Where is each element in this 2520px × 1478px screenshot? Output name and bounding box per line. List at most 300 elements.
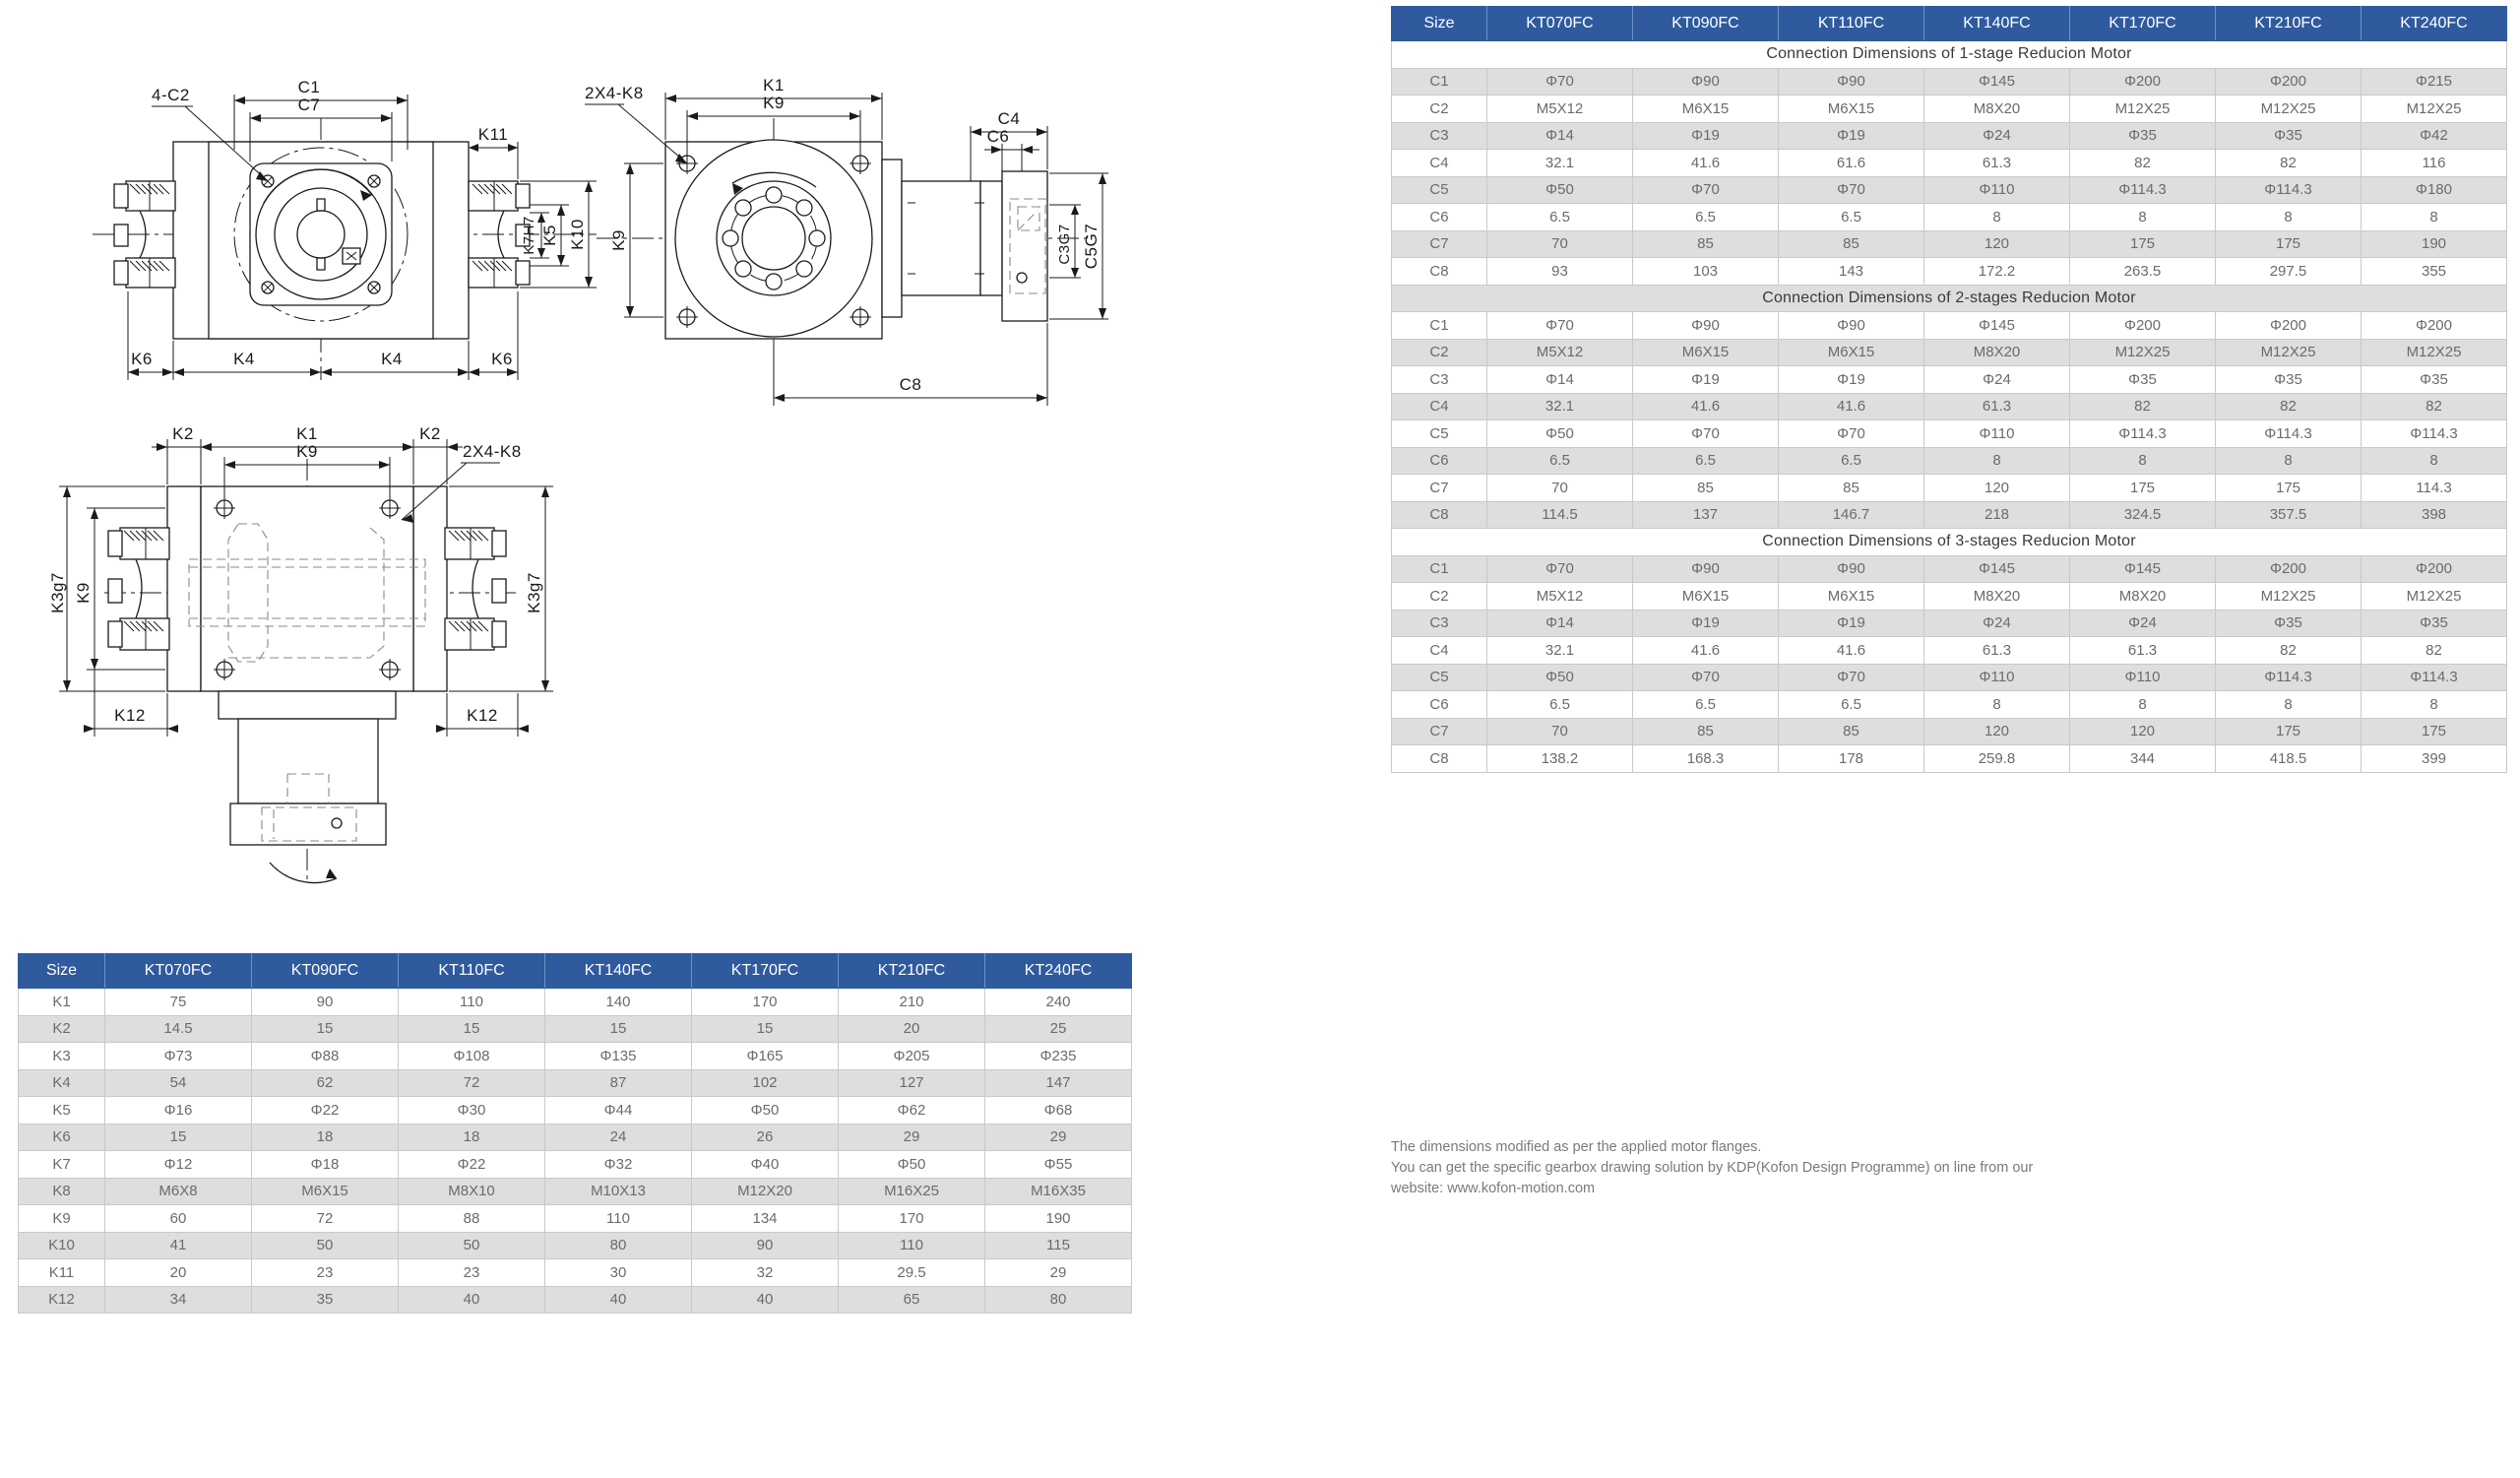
- cell-k5-kt070fc: Φ16: [105, 1097, 252, 1125]
- header-kt070fc: KT070FC: [105, 954, 252, 989]
- table-row: [19, 1015, 1132, 1043]
- label-c8: C8: [899, 375, 922, 394]
- cell-c4-kt210fc: 82: [2216, 637, 2362, 665]
- cell-k2-kt240fc: 25: [985, 1015, 1132, 1043]
- connection-dimensions-table: [1391, 6, 2507, 773]
- cell-k2-kt210fc: 20: [839, 1015, 985, 1043]
- cell-c5-kt090fc: Φ70: [1633, 664, 1779, 691]
- cell-k8-kt110fc: M8X10: [399, 1178, 545, 1205]
- label-k12-right: K12: [467, 706, 498, 725]
- cell-c2-kt240fc: M12X25: [2362, 339, 2507, 366]
- row-label-k7: K7: [19, 1151, 105, 1179]
- cell-k5-kt210fc: Φ62: [839, 1097, 985, 1125]
- row-label-c2: C2: [1392, 96, 1487, 123]
- header-kt240fc: KT240FC: [985, 954, 1132, 989]
- cell-k1-kt110fc: 110: [399, 989, 545, 1016]
- label-k7h7: K7H7: [521, 216, 537, 255]
- cell-k12-kt140fc: 40: [545, 1286, 692, 1314]
- plan-section-svg: [48, 418, 587, 930]
- cell-k12-kt240fc: 80: [985, 1286, 1132, 1314]
- cell-k5-kt170fc: Φ50: [692, 1097, 839, 1125]
- row-label-c3: C3: [1392, 122, 1487, 150]
- table-row: [1392, 718, 2507, 745]
- row-label-c7: C7: [1392, 718, 1487, 745]
- cell-c6-kt090fc: 6.5: [1633, 447, 1779, 475]
- header-size: Size: [19, 954, 105, 989]
- cell-c5-kt140fc: Φ110: [1924, 176, 2070, 204]
- cell-c1-kt110fc: Φ90: [1779, 555, 1924, 583]
- table-row: [1392, 393, 2507, 420]
- cell-c1-kt090fc: Φ90: [1633, 312, 1779, 340]
- cell-c5-kt240fc: Φ114.3: [2362, 664, 2507, 691]
- table-row: [19, 1069, 1132, 1097]
- cell-c1-kt210fc: Φ200: [2216, 555, 2362, 583]
- cell-c3-kt240fc: Φ35: [2362, 366, 2507, 394]
- row-label-c3: C3: [1392, 610, 1487, 637]
- cell-c3-kt140fc: Φ24: [1924, 366, 2070, 394]
- header-kt170fc: KT170FC: [2070, 7, 2216, 41]
- row-label-c4: C4: [1392, 637, 1487, 665]
- cell-c7-kt240fc: 190: [2362, 230, 2507, 258]
- table-row: [19, 1097, 1132, 1125]
- cell-k7-kt110fc: Φ22: [399, 1151, 545, 1179]
- cell-c3-kt210fc: Φ35: [2216, 122, 2362, 150]
- table-row: [19, 1286, 1132, 1314]
- cell-c3-kt110fc: Φ19: [1779, 122, 1924, 150]
- cell-c4-kt140fc: 61.3: [1924, 393, 2070, 420]
- header-kt140fc: KT140FC: [1924, 7, 2070, 41]
- flange-boss: [882, 160, 902, 317]
- cell-k2-kt090fc: 15: [252, 1015, 399, 1043]
- cell-c8-kt240fc: 399: [2362, 745, 2507, 773]
- cell-c7-kt170fc: 175: [2070, 230, 2216, 258]
- cell-c7-kt170fc: 120: [2070, 718, 2216, 745]
- header-kt210fc: KT210FC: [839, 954, 985, 989]
- cell-c8-kt110fc: 178: [1779, 745, 1924, 773]
- cell-c6-kt140fc: 8: [1924, 204, 2070, 231]
- cell-k12-kt110fc: 40: [399, 1286, 545, 1314]
- header-kt110fc: KT110FC: [1779, 7, 1924, 41]
- cell-c4-kt240fc: 82: [2362, 393, 2507, 420]
- table-row: [1392, 122, 2507, 150]
- dimension-k12-right: [436, 693, 529, 737]
- cell-c8-kt090fc: 137: [1633, 501, 1779, 529]
- cell-c3-kt090fc: Φ19: [1633, 366, 1779, 394]
- cell-k12-kt210fc: 65: [839, 1286, 985, 1314]
- cell-k1-kt210fc: 210: [839, 989, 985, 1016]
- right-ear: [413, 486, 447, 691]
- cell-c8-kt140fc: 259.8: [1924, 745, 2070, 773]
- cell-c7-kt210fc: 175: [2216, 718, 2362, 745]
- housing-plan-outline: [201, 486, 413, 691]
- cell-c1-kt140fc: Φ145: [1924, 555, 2070, 583]
- row-label-k10: K10: [19, 1232, 105, 1259]
- dimension-k9-left: [609, 163, 663, 317]
- cell-k4-kt070fc: 54: [105, 1069, 252, 1097]
- header-kt110fc: KT110FC: [399, 954, 545, 989]
- cell-k9-kt090fc: 72: [252, 1205, 399, 1233]
- cell-c4-kt140fc: 61.3: [1924, 150, 2070, 177]
- header-kt140fc: KT140FC: [545, 954, 692, 989]
- cell-k6-kt070fc: 15: [105, 1124, 252, 1151]
- cell-c5-kt210fc: Φ114.3: [2216, 420, 2362, 448]
- cell-c6-kt170fc: 8: [2070, 447, 2216, 475]
- dimension-k12-left: [84, 670, 178, 737]
- table-body: [1392, 41, 2507, 773]
- table-row: [1392, 150, 2507, 177]
- row-label-k6: K6: [19, 1124, 105, 1151]
- row-label-k9: K9: [19, 1205, 105, 1233]
- table-row: [1392, 68, 2507, 96]
- cell-c2-kt070fc: M5X12: [1487, 583, 1633, 610]
- cell-k3-kt240fc: Φ235: [985, 1043, 1132, 1070]
- cell-c1-kt110fc: Φ90: [1779, 68, 1924, 96]
- table-row: [1392, 664, 2507, 691]
- cell-c4-kt170fc: 82: [2070, 150, 2216, 177]
- row-label-k8: K8: [19, 1178, 105, 1205]
- cell-k11-kt170fc: 32: [692, 1259, 839, 1287]
- cell-k4-kt170fc: 102: [692, 1069, 839, 1097]
- table-row: [1392, 637, 2507, 665]
- cell-k9-kt110fc: 88: [399, 1205, 545, 1233]
- cell-k5-kt110fc: Φ30: [399, 1097, 545, 1125]
- gearbox-dimensions-table-container: [18, 953, 1132, 1314]
- table-header: [19, 954, 1132, 989]
- cell-c1-kt140fc: Φ145: [1924, 68, 2070, 96]
- cell-c5-kt110fc: Φ70: [1779, 176, 1924, 204]
- header-kt240fc: KT240FC: [2362, 7, 2507, 41]
- cell-c6-kt170fc: 8: [2070, 691, 2216, 719]
- cell-c7-kt090fc: 85: [1633, 718, 1779, 745]
- cell-k8-kt240fc: M16X35: [985, 1178, 1132, 1205]
- table-row: [1392, 258, 2507, 286]
- shaft-end-block: [1002, 171, 1047, 321]
- cell-c5-kt210fc: Φ114.3: [2216, 664, 2362, 691]
- cell-c6-kt210fc: 8: [2216, 204, 2362, 231]
- table-row: [1392, 745, 2507, 773]
- cell-c5-kt110fc: Φ70: [1779, 420, 1924, 448]
- header-size: Size: [1392, 7, 1487, 41]
- row-label-c6: C6: [1392, 447, 1487, 475]
- cell-c7-kt140fc: 120: [1924, 230, 2070, 258]
- cell-k10-kt110fc: 50: [399, 1232, 545, 1259]
- cell-c3-kt090fc: Φ19: [1633, 122, 1779, 150]
- cell-c2-kt140fc: M8X20: [1924, 583, 2070, 610]
- cell-c3-kt110fc: Φ19: [1779, 366, 1924, 394]
- cell-c4-kt140fc: 61.3: [1924, 637, 2070, 665]
- cell-c2-kt210fc: M12X25: [2216, 96, 2362, 123]
- cell-c7-kt240fc: 175: [2362, 718, 2507, 745]
- row-label-c8: C8: [1392, 258, 1487, 286]
- pilot-bore-middle: [742, 207, 805, 270]
- row-label-c1: C1: [1392, 555, 1487, 583]
- cell-k4-kt110fc: 72: [399, 1069, 545, 1097]
- cell-k2-kt170fc: 15: [692, 1015, 839, 1043]
- footer-note-line-3: website: www.kofon-motion.com: [1391, 1181, 1596, 1196]
- cell-c5-kt070fc: Φ50: [1487, 664, 1633, 691]
- cell-k1-kt240fc: 240: [985, 989, 1132, 1016]
- label-4-c2: 4-C2: [152, 86, 190, 104]
- cell-c8-kt240fc: 398: [2362, 501, 2507, 529]
- footer-note-line-1: The dimensions modified as per the applied motor flanges.: [1391, 1139, 1762, 1155]
- cell-k5-kt240fc: Φ68: [985, 1097, 1132, 1125]
- table-row: [19, 1178, 1132, 1205]
- cell-c2-kt170fc: M8X20: [2070, 583, 2216, 610]
- label-k9-left: K9: [609, 229, 628, 251]
- header-kt090fc: KT090FC: [1633, 7, 1779, 41]
- row-label-k11: K11: [19, 1259, 105, 1287]
- cell-c2-kt090fc: M6X15: [1633, 96, 1779, 123]
- cell-c7-kt070fc: 70: [1487, 230, 1633, 258]
- cell-k9-kt140fc: 110: [545, 1205, 692, 1233]
- cell-c7-kt090fc: 85: [1633, 475, 1779, 502]
- row-label-c5: C5: [1392, 420, 1487, 448]
- row-label-c2: C2: [1392, 339, 1487, 366]
- cell-c3-kt170fc: Φ24: [2070, 610, 2216, 637]
- cell-k4-kt140fc: 87: [545, 1069, 692, 1097]
- table-row: [1392, 475, 2507, 502]
- right-bolt-assembly: [445, 528, 506, 650]
- cell-k11-kt110fc: 23: [399, 1259, 545, 1287]
- cell-k8-kt140fc: M10X13: [545, 1178, 692, 1205]
- cell-k9-kt070fc: 60: [105, 1205, 252, 1233]
- label-k4-right: K4: [381, 350, 403, 368]
- cell-k6-kt140fc: 24: [545, 1124, 692, 1151]
- cell-c8-kt070fc: 93: [1487, 258, 1633, 286]
- cell-k7-kt170fc: Φ40: [692, 1151, 839, 1179]
- cell-c1-kt070fc: Φ70: [1487, 68, 1633, 96]
- cell-k8-kt170fc: M12X20: [692, 1178, 839, 1205]
- row-label-c3: C3: [1392, 366, 1487, 394]
- cell-k10-kt070fc: 41: [105, 1232, 252, 1259]
- label-k11: K11: [477, 125, 509, 144]
- cell-c1-kt170fc: Φ200: [2070, 68, 2216, 96]
- cell-k12-kt090fc: 35: [252, 1286, 399, 1314]
- cell-k9-kt170fc: 134: [692, 1205, 839, 1233]
- row-label-k1: K1: [19, 989, 105, 1016]
- cell-c8-kt090fc: 103: [1633, 258, 1779, 286]
- set-screw-hole: [1017, 273, 1027, 283]
- cell-k8-kt070fc: M6X8: [105, 1178, 252, 1205]
- front-elevation-svg: [85, 55, 636, 410]
- cell-k11-kt240fc: 29: [985, 1259, 1132, 1287]
- cell-c5-kt140fc: Φ110: [1924, 420, 2070, 448]
- cell-k9-kt210fc: 170: [839, 1205, 985, 1233]
- cell-k11-kt090fc: 23: [252, 1259, 399, 1287]
- cell-c2-kt110fc: M6X15: [1779, 339, 1924, 366]
- label-k1: K1: [296, 424, 318, 443]
- cell-k8-kt090fc: M6X15: [252, 1178, 399, 1205]
- table-row: [19, 989, 1132, 1016]
- table-row: [1392, 555, 2507, 583]
- cell-c4-kt240fc: 82: [2362, 637, 2507, 665]
- output-shaft: [238, 719, 378, 803]
- cell-k12-kt070fc: 34: [105, 1286, 252, 1314]
- cell-k6-kt090fc: 18: [252, 1124, 399, 1151]
- cell-c6-kt070fc: 6.5: [1487, 204, 1633, 231]
- dimension-k2-left: [152, 424, 212, 484]
- footer-note-line-2: You can get the specific gearbox drawing solution by KDP(Kofon Design Programme) on line from our: [1391, 1160, 2034, 1176]
- cell-c4-kt170fc: 61.3: [2070, 637, 2216, 665]
- cell-c5-kt070fc: Φ50: [1487, 420, 1633, 448]
- label-c5g7: C5G7: [1082, 223, 1101, 270]
- cell-c4-kt070fc: 32.1: [1487, 150, 1633, 177]
- flange-and-shaft-drawing: [577, 55, 1148, 419]
- cell-c7-kt210fc: 175: [2216, 230, 2362, 258]
- cell-c4-kt090fc: 41.6: [1633, 393, 1779, 420]
- cell-c7-kt110fc: 85: [1779, 230, 1924, 258]
- cell-c1-kt170fc: Φ145: [2070, 555, 2216, 583]
- cell-k6-kt170fc: 26: [692, 1124, 839, 1151]
- label-k10: K10: [568, 219, 587, 250]
- cell-k8-kt210fc: M16X25: [839, 1178, 985, 1205]
- cell-c2-kt210fc: M12X25: [2216, 583, 2362, 610]
- cell-c1-kt090fc: Φ90: [1633, 68, 1779, 96]
- cell-k5-kt090fc: Φ22: [252, 1097, 399, 1125]
- cell-c6-kt170fc: 8: [2070, 204, 2216, 231]
- section-title-row: [1392, 529, 2507, 556]
- cell-c3-kt240fc: Φ42: [2362, 122, 2507, 150]
- table-body: [19, 989, 1132, 1314]
- cell-c8-kt170fc: 263.5: [2070, 258, 2216, 286]
- cell-c4-kt210fc: 82: [2216, 393, 2362, 420]
- flange-and-shaft-svg: [577, 55, 1148, 419]
- cell-c8-kt140fc: 218: [1924, 501, 2070, 529]
- cell-c8-kt170fc: 324.5: [2070, 501, 2216, 529]
- row-label-c7: C7: [1392, 475, 1487, 502]
- table-row: [1392, 501, 2507, 529]
- table-row: [1392, 176, 2507, 204]
- header-kt170fc: KT170FC: [692, 954, 839, 989]
- label-2x4-k8: 2X4-K8: [463, 442, 522, 461]
- cell-k1-kt140fc: 140: [545, 989, 692, 1016]
- cell-k2-kt110fc: 15: [399, 1015, 545, 1043]
- cell-c6-kt110fc: 6.5: [1779, 447, 1924, 475]
- cell-c8-kt110fc: 143: [1779, 258, 1924, 286]
- row-label-c8: C8: [1392, 501, 1487, 529]
- cell-k4-kt090fc: 62: [252, 1069, 399, 1097]
- table-row: [1392, 366, 2507, 394]
- left-bolt-assembly: [108, 528, 169, 650]
- table-row: [1392, 420, 2507, 448]
- cell-c5-kt240fc: Φ114.3: [2362, 420, 2507, 448]
- label-k3g7-left: K3g7: [48, 572, 67, 613]
- cell-c2-kt110fc: M6X15: [1779, 583, 1924, 610]
- row-label-c8: C8: [1392, 745, 1487, 773]
- table-row: [19, 1259, 1132, 1287]
- cell-c6-kt210fc: 8: [2216, 691, 2362, 719]
- cell-c3-kt070fc: Φ14: [1487, 122, 1633, 150]
- cell-c2-kt140fc: M8X20: [1924, 339, 2070, 366]
- table-row: [1392, 691, 2507, 719]
- cell-c1-kt210fc: Φ200: [2216, 68, 2362, 96]
- cell-c2-kt070fc: M5X12: [1487, 96, 1633, 123]
- cell-c2-kt240fc: M12X25: [2362, 96, 2507, 123]
- cell-k3-kt140fc: Φ135: [545, 1043, 692, 1070]
- cell-c5-kt110fc: Φ70: [1779, 664, 1924, 691]
- section-title: Connection Dimensions of 3-stages Reducion Motor: [1392, 529, 2507, 556]
- table-row: [1392, 230, 2507, 258]
- label-c3g7: C3G7: [1056, 224, 1073, 265]
- section-title: Connection Dimensions of 2-stages Reducion Motor: [1392, 285, 2507, 312]
- cell-c6-kt240fc: 8: [2362, 691, 2507, 719]
- cell-k2-kt070fc: 14.5: [105, 1015, 252, 1043]
- cell-c7-kt140fc: 120: [1924, 718, 2070, 745]
- cell-k2-kt140fc: 15: [545, 1015, 692, 1043]
- cell-c2-kt070fc: M5X12: [1487, 339, 1633, 366]
- cell-k10-kt170fc: 90: [692, 1232, 839, 1259]
- cell-k3-kt170fc: Φ165: [692, 1043, 839, 1070]
- cell-k6-kt110fc: 18: [399, 1124, 545, 1151]
- cell-c5-kt070fc: Φ50: [1487, 176, 1633, 204]
- label-c6: C6: [986, 127, 1010, 146]
- row-label-c1: C1: [1392, 68, 1487, 96]
- cell-k4-kt210fc: 127: [839, 1069, 985, 1097]
- cell-c6-kt140fc: 8: [1924, 691, 2070, 719]
- cell-c4-kt170fc: 82: [2070, 393, 2216, 420]
- label-c4: C4: [997, 109, 1021, 128]
- label-k5: K5: [540, 225, 559, 246]
- cell-c8-kt170fc: 344: [2070, 745, 2216, 773]
- cell-k11-kt140fc: 30: [545, 1259, 692, 1287]
- cell-c1-kt210fc: Φ200: [2216, 312, 2362, 340]
- cell-c3-kt170fc: Φ35: [2070, 122, 2216, 150]
- cell-c7-kt110fc: 85: [1779, 718, 1924, 745]
- cell-c3-kt240fc: Φ35: [2362, 610, 2507, 637]
- cell-c7-kt140fc: 120: [1924, 475, 2070, 502]
- cell-k7-kt090fc: Φ18: [252, 1151, 399, 1179]
- header-kt070fc: KT070FC: [1487, 7, 1633, 41]
- cell-c4-kt240fc: 116: [2362, 150, 2507, 177]
- cell-c8-kt240fc: 355: [2362, 258, 2507, 286]
- table-row: [19, 1205, 1132, 1233]
- cell-c2-kt170fc: M12X25: [2070, 96, 2216, 123]
- cell-c4-kt090fc: 41.6: [1633, 637, 1779, 665]
- row-label-k12: K12: [19, 1286, 105, 1314]
- label-k3g7-right: K3g7: [525, 572, 543, 613]
- front-elevation-drawing: [85, 55, 636, 410]
- cell-c6-kt140fc: 8: [1924, 447, 2070, 475]
- row-label-k5: K5: [19, 1097, 105, 1125]
- cell-c8-kt070fc: 138.2: [1487, 745, 1633, 773]
- cell-c4-kt070fc: 32.1: [1487, 637, 1633, 665]
- label-k2-right: K2: [419, 424, 441, 443]
- cell-c2-kt110fc: M6X15: [1779, 96, 1924, 123]
- cell-c1-kt140fc: Φ145: [1924, 312, 2070, 340]
- cell-c1-kt240fc: Φ200: [2362, 312, 2507, 340]
- cell-k1-kt170fc: 170: [692, 989, 839, 1016]
- gearbox-dimensions-table: [18, 953, 1132, 1314]
- row-label-k3: K3: [19, 1043, 105, 1070]
- row-label-c6: C6: [1392, 691, 1487, 719]
- cell-k11-kt070fc: 20: [105, 1259, 252, 1287]
- cell-k7-kt240fc: Φ55: [985, 1151, 1132, 1179]
- cell-c1-kt240fc: Φ215: [2362, 68, 2507, 96]
- cell-c6-kt070fc: 6.5: [1487, 447, 1633, 475]
- cell-k3-kt090fc: Φ88: [252, 1043, 399, 1070]
- table-row: [19, 1043, 1132, 1070]
- cell-c6-kt240fc: 8: [2362, 204, 2507, 231]
- output-end-block: [230, 803, 386, 845]
- cell-k11-kt210fc: 29.5: [839, 1259, 985, 1287]
- dimension-k3g7-left: [48, 486, 165, 691]
- label-c1: C1: [297, 78, 321, 96]
- cell-k12-kt170fc: 40: [692, 1286, 839, 1314]
- cell-c6-kt110fc: 6.5: [1779, 691, 1924, 719]
- row-label-c6: C6: [1392, 204, 1487, 231]
- cell-c6-kt210fc: 8: [2216, 447, 2362, 475]
- cell-c8-kt110fc: 146.7: [1779, 501, 1924, 529]
